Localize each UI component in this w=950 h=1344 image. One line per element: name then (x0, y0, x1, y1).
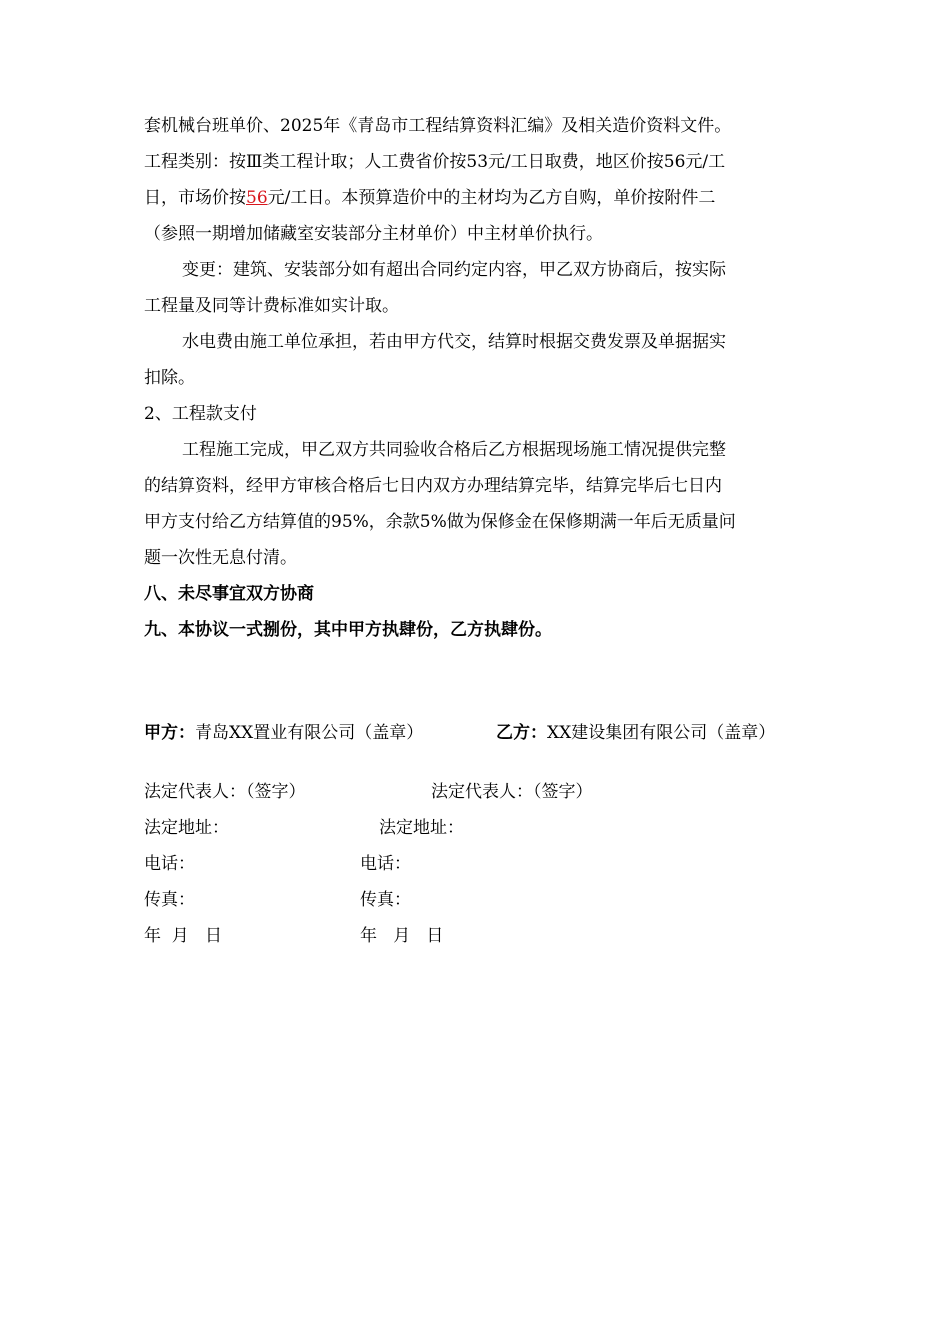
paragraph-line: 套机械台班单价、2025年《青岛市工程结算资料汇编》及相关造价资料文件。 (144, 116, 732, 136)
phone-b: 电话： (360, 854, 411, 874)
paragraph-line: 甲方支付给乙方结算值的95%，余款5%做为保修金在保修期满一年后无质量问 (144, 512, 736, 532)
date-a: 年 月 日 (144, 926, 223, 946)
rep-b: 法定代表人：（签字） (431, 782, 593, 802)
paragraph-line (144, 180, 806, 216)
fax-b: 传真： (360, 890, 411, 910)
address-row (144, 810, 844, 846)
paragraph-line: 的结算资料，经甲方审核合格后七日内双方办理结算完毕，结算完毕后七日内 (144, 476, 722, 496)
fax-row (144, 882, 844, 918)
paragraph-line: 题一次性无息付清。 (144, 548, 297, 568)
date-row (144, 918, 844, 954)
date-b: 年 月 日 (360, 926, 444, 946)
paragraph-line: （参照一期增加储藏室安装部分主材单价）中主材单价执行。 (144, 224, 603, 244)
signature-parties (144, 715, 844, 751)
representative-row (144, 774, 844, 810)
section-heading: 2、工程款支付 (144, 404, 257, 424)
paragraph-line: 变更：建筑、安装部分如有超出合同约定内容，甲乙双方协商后，按实际 (182, 260, 726, 280)
fax-a: 传真： (144, 890, 195, 910)
paragraph-line: 工程量及同等计费标准如实计取。 (144, 296, 399, 316)
paragraph-line: 扣除。 (144, 368, 195, 388)
paragraph-line: 工程类别：按Ⅲ类工程计取；人工费省价按53元/工日取费，地区价按56元/工 (144, 152, 726, 172)
text-run: 元/工日。本预算造价中的主材均为乙方自购，单价按附件二 (267, 188, 716, 208)
party-a-name: 青岛XX置业有限公司（盖章） (195, 723, 424, 743)
party-b (496, 715, 775, 751)
text-run: 日，市场价按 (144, 188, 246, 208)
party-a (144, 715, 423, 751)
signature-details (144, 774, 844, 954)
highlighted-price: 56 (246, 188, 268, 208)
article-heading: 八、未尽事宜双方协商 (144, 584, 314, 604)
document-body (144, 108, 806, 648)
party-a-label: 甲方： (144, 723, 195, 743)
phone-row (144, 846, 844, 882)
rep-a: 法定代表人：（签字） (144, 782, 306, 802)
phone-a: 电话： (144, 854, 195, 874)
article-heading: 九、本协议一式捌份，其中甲方执肆份，乙方执肆份。 (144, 620, 552, 640)
party-row (144, 715, 844, 751)
paragraph-line: 水电费由施工单位承担，若由甲方代交，结算时根据交费发票及单据据实 (182, 332, 726, 352)
party-b-name: XX建设集团有限公司（盖章） (547, 723, 776, 743)
party-b-label: 乙方： (496, 723, 547, 743)
paragraph-line: 工程施工完成，甲乙双方共同验收合格后乙方根据现场施工情况提供完整 (182, 440, 726, 460)
addr-a: 法定地址： (144, 818, 229, 838)
addr-b: 法定地址： (379, 818, 464, 838)
